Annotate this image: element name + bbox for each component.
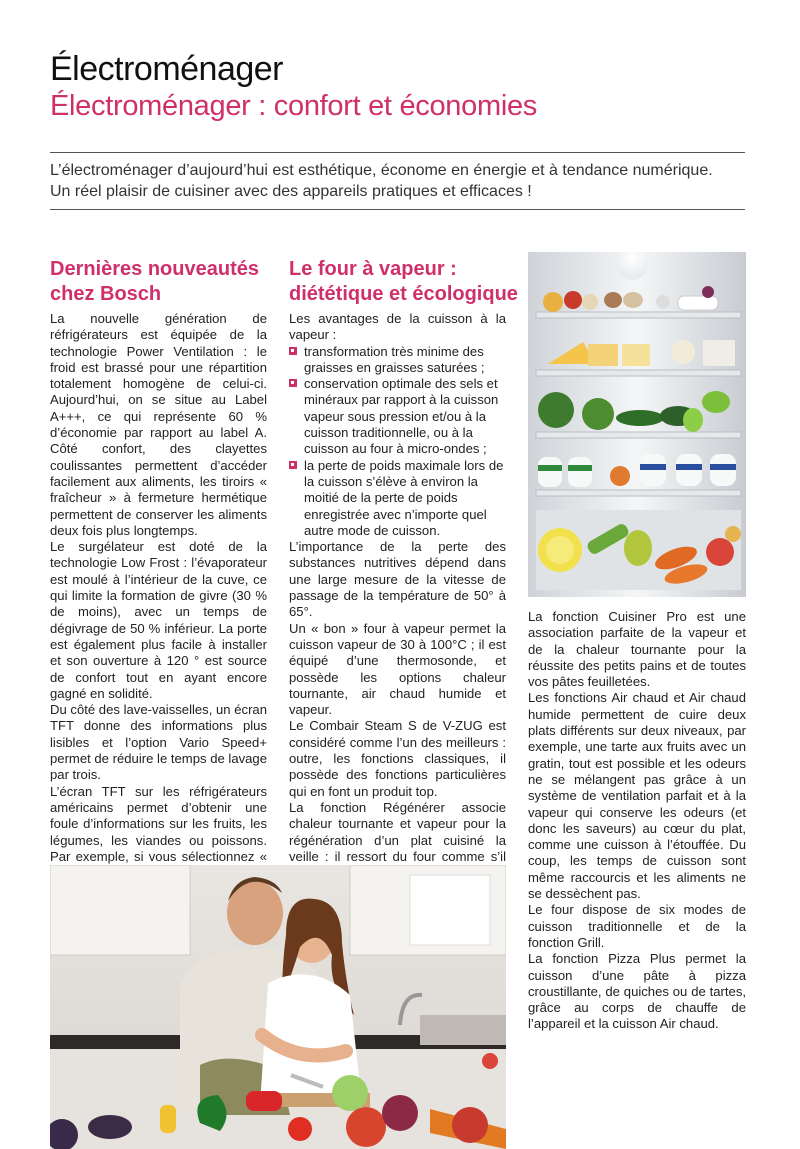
- couple-cooking-photo: [50, 865, 506, 1149]
- list-item: conservation optimale des sels et minéraux par rapport à la cuisson vapeur sous pression et/ou à la cuisson traditionnelle, ou à la cuisson au four à micro-ondes ;: [289, 376, 506, 457]
- page-subtitle: Électroménager : confort et économies: [50, 90, 537, 122]
- col3-paragraph: Le four dispose de six modes de cuisson traditionnelle et de la fonction Grill.: [528, 902, 746, 950]
- bottom-divider: [50, 209, 745, 210]
- col3-paragraph: La fonction Cuisiner Pro est une association parfaite de la vapeur et de la chaleur tournante pour la réussite des petits pains et de toutes vos pâtes feuilletées.: [528, 609, 746, 690]
- list-item: transformation très minime des graisses en graisses saturées ;: [289, 344, 506, 377]
- top-divider: [50, 152, 745, 153]
- col2-paragraph: Le Combair Steam S de V-ZUG est considéré comme l’un des meilleurs : outre, les fonctions classiques, il possède des fonctions particulières qui en font un produit top.: [289, 718, 506, 799]
- intro-line-2: Un réel plaisir de cuisiner avec des appareils pratiques et efficaces !: [50, 183, 532, 200]
- col3-paragraph: La fonction Pizza Plus permet la cuisson d’une pâte à pizza croustillante, de quiches ou de tartes, grâce au corps de chauffe de l’appareil et la cuisson Air chaud.: [528, 951, 746, 1032]
- col1-paragraph: Du côté des lave-vaisselles, un écran TFT donne des informations plus lisibles et l’option Vario Speed+ permet de réduire le temps de lavage par trois.: [50, 702, 267, 783]
- bullet-icon: [289, 347, 297, 355]
- col1-paragraph: Le surgélateur est doté de la technologie Low Frost : l’évaporateur est moulé à l’intérieur de la cuve, ce qui limite la formation de givre (30 % de moins), avec un temps de dégivrage de 50 % inférieur. La porte est également plus facile à installer et son ouverture à 120 ° est source de confort tout en ayant encore gagné en solidité.: [50, 539, 267, 701]
- col2-heading-line1: Le four à vapeur :: [289, 258, 457, 280]
- bullet-icon: [289, 461, 297, 469]
- intro-line-1: L’électroménager d’aujourd’hui est esthétique, économe en énergie et à tendance numérique.: [50, 162, 713, 179]
- col1-body: [50, 311, 267, 914]
- list-item: la perte de poids maximale lors de la cuisson s’élève à environ la moitié de la perte de poids enregistrée avec n’importe quel autre mode de cuisson.: [289, 458, 506, 539]
- col2-paragraph: Un « bon » four à vapeur permet la cuisson vapeur de 30 à 100°C ; il est équipé d’une thermosonde, et possède les options chaleur tournante, air chaud humide et vapeur.: [289, 620, 506, 718]
- col1-heading-line2: chez Bosch: [50, 283, 162, 305]
- page-title: Électroménager: [50, 50, 284, 88]
- open-fridge-photo: [528, 252, 746, 597]
- col1-paragraph: La nouvelle génération de réfrigérateurs est équipée de la technologie Power Ventilation : le froid est brassé pour une répartition totalement homogène de celui-ci. Aujourd’hui, on se situe au Label A+++, ce qui représente 60 % d’économie par rapport au label A. Côté confort, des clayettes coulissantes permettent d’accéder facilement aux aliments, les tiroirs « fraîcheur » à fermeture hermétique permettent de conserver les aliments deux fois plus longtemps.: [50, 311, 267, 538]
- col1-heading: [50, 257, 280, 307]
- col2-heading: [289, 257, 519, 307]
- col3-paragraph: Les fonctions Air chaud et Air chaud humide permettent de cuire deux plats différents sur deux niveaux, par exemple, une tarte aux fruits avec un gratin, tout est possible et les odeurs ne se mélangent pas grâce à un système de ventilation parfait et à la vapeur qui conserve les odeurs (et donc les saveurs) au cœur du plat, comme une cuisson à l’étouffée. Du coup, les temps de cuisson sont même raccourcis et les aliments ne se dessèchent pas.: [528, 690, 746, 902]
- advantages-list: [289, 344, 506, 540]
- col2-lead: Les avantages de la cuisson à la vapeur :: [289, 311, 506, 343]
- col1-paragraph: L’écran TFT sur les réfrigérateurs américains permet d’obtenir une foule d’informations sur les fruits, les légumes, les viandes ou poissons. Par exemple, si vous sélectionnez «: [50, 783, 267, 864]
- col3-body: [528, 609, 746, 1033]
- bullet-icon: [289, 379, 297, 387]
- col2-body: [289, 311, 506, 881]
- col1-heading-line1: Dernières nouveautés: [50, 258, 259, 280]
- col2-paragraph: L’importance de la perte des substances nutritives dépend dans une large mesure de la vitesse de passage de la température de 50° à 65°.: [289, 539, 506, 620]
- intro-text: [50, 160, 750, 202]
- col2-heading-line2: diététique et écologique: [289, 283, 518, 305]
- col2-paragraph: La fonction Régénérer associe chaleur tournante et vapeur pour la régénération d’un plat cuisiné la veille : il ressort du four comme s’il: [289, 799, 506, 864]
